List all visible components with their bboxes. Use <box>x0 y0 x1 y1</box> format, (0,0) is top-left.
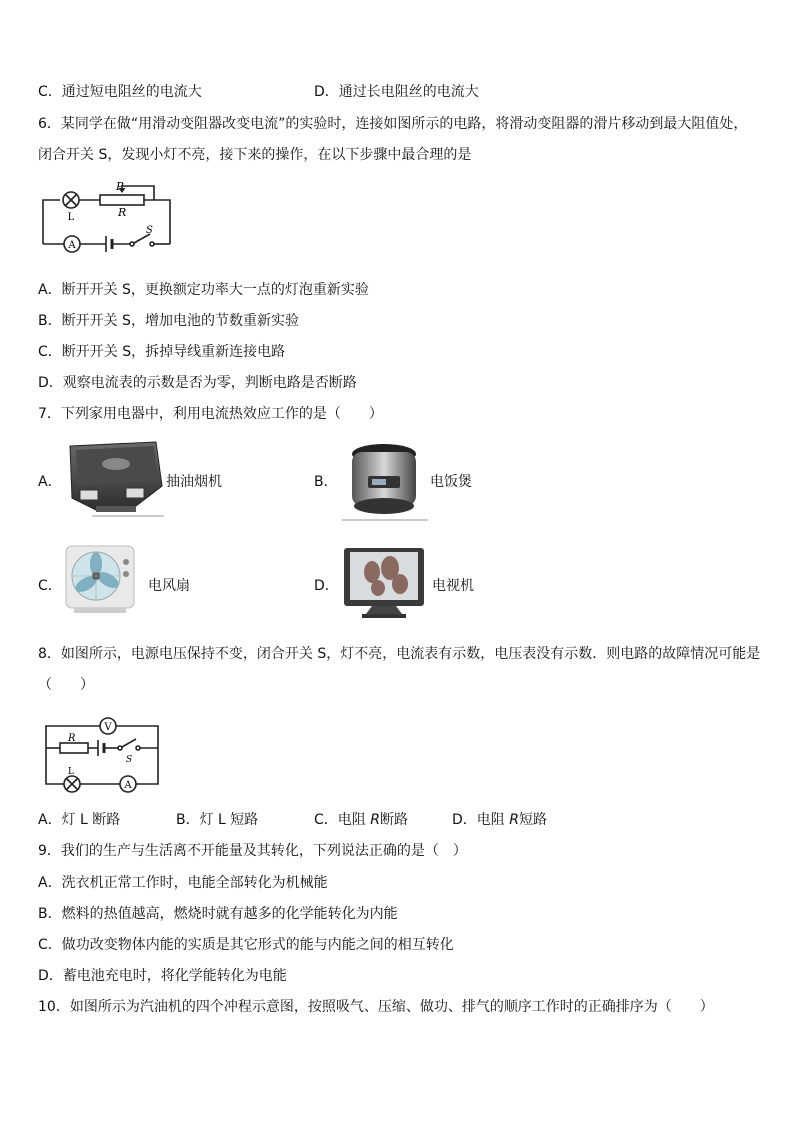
range-hood-picture <box>66 440 164 518</box>
q6-circuit-diagram <box>38 178 178 260</box>
q8-label-switch: S <box>126 755 133 765</box>
q7-option-a-letter: A． <box>38 474 62 490</box>
q6-option-a: A．断开开关 S，更换额定功率大一点的灯泡重新实验 <box>38 282 369 298</box>
q9-option-b: B．燃料的热值越高，燃烧时就有越多的化学能转化为内能 <box>38 906 398 922</box>
electric-fan-picture <box>60 544 144 616</box>
q8-option-d: D．电阻 R短路 <box>452 812 547 828</box>
q6-label-resistor: R <box>118 206 127 219</box>
q8-label-voltmeter: V <box>104 722 112 733</box>
q6-label-switch: S <box>146 225 153 236</box>
q7-option-c-label: 电风扇 <box>148 578 190 594</box>
q8-stem-line1: 8．如图所示，电源电压保持不变，闭合开关 S，灯不亮，电流表有示数，电压表没有示数．则电路的故障情况可能是 <box>38 646 761 662</box>
q6-stem-line2: 闭合开关 S，发现小灯不亮，接下来的操作，在以下步骤中最合理的是 <box>38 147 472 163</box>
television-picture <box>342 546 428 620</box>
q6-label-lamp: L <box>67 212 75 223</box>
q8-stem-line2: （ ） <box>38 677 94 693</box>
q6-label-slider: P <box>116 180 124 193</box>
q5-option-c: C．通过短电阻丝的电流大 <box>38 84 202 100</box>
q7-option-b-label: 电饭煲 <box>430 474 472 490</box>
q5-option-d: D．通过长电阻丝的电流大 <box>314 84 479 100</box>
q6-stem-line1: 6．某同学在做“用滑动变阻器改变电流”的实验时，连接如图所示的电路，将滑动变阻器的滑片移动到最大阻值处， <box>38 116 748 132</box>
q10-stem: 10．如图所示为汽油机的四个冲程示意图，按照吸气、压缩、做功、排气的顺序工作时的正确排序为（ ） <box>38 999 714 1015</box>
q8-label-resistor: R <box>68 733 76 744</box>
q7-option-b-letter: B． <box>314 474 338 490</box>
rice-cooker-picture <box>340 440 428 522</box>
q9-option-d: D．蓄电池充电时，将化学能转化为电能 <box>38 968 287 984</box>
q7-stem: 7．下列家用电器中，利用电流热效应工作的是（ ） <box>38 406 383 422</box>
q6-option-d: D．观察电流表的示数是否为零，判断电路是否断路 <box>38 375 357 391</box>
q8-option-c: C．电阻 R断路 <box>314 812 408 828</box>
q7-option-d-label: 电视机 <box>432 578 474 594</box>
q6-label-ammeter: A <box>68 240 76 251</box>
q8-circuit-diagram <box>38 712 168 798</box>
q8-option-a: A．灯 L 断路 <box>38 812 121 828</box>
q6-option-b: B．断开开关 S，增加电池的节数重新实验 <box>38 313 299 329</box>
q8-option-b: B．灯 L 短路 <box>176 812 259 828</box>
q7-option-d-letter: D． <box>314 578 339 594</box>
q7-option-a-label: 抽油烟机 <box>166 474 222 490</box>
q9-option-c: C．做功改变物体内能的实质是其它形式的能与内能之间的相互转化 <box>38 937 454 953</box>
q9-option-a: A．洗衣机正常工作时，电能全部转化为机械能 <box>38 875 328 891</box>
q8-label-lamp: L <box>68 767 74 777</box>
q8-label-ammeter: A <box>124 780 132 791</box>
q6-option-c: C．断开开关 S，拆掉导线重新连接电路 <box>38 344 286 360</box>
q7-option-c-letter: C． <box>38 578 62 594</box>
q9-stem: 9．我们的生产与生活离不开能量及其转化，下列说法正确的是（ ） <box>38 843 467 859</box>
